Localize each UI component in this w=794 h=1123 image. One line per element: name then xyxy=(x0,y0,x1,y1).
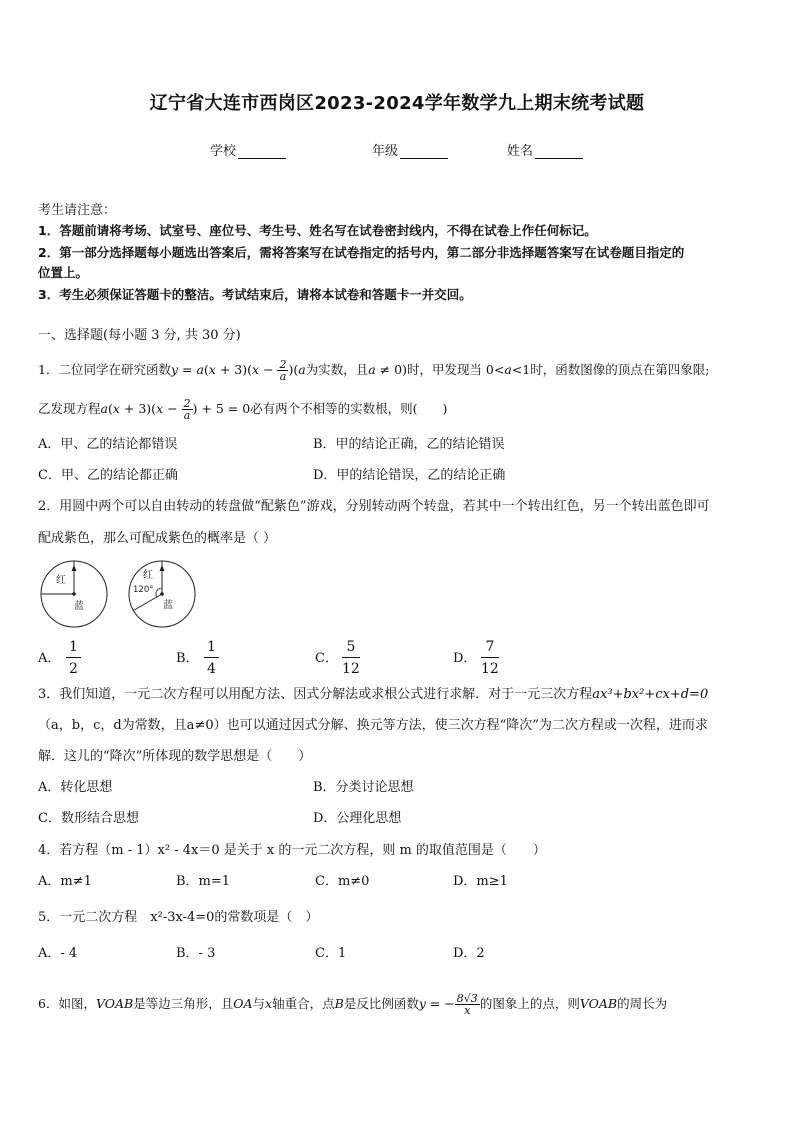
q3-option-d[interactable]: D．公理化思想 xyxy=(313,811,402,826)
q1-fraction: $\frac{2}{a}$ xyxy=(279,358,287,383)
q5-option-d[interactable]: D．2 xyxy=(453,946,485,961)
q2-option-a-fraction[interactable]: 1 2 xyxy=(66,640,81,676)
q1-option-a[interactable]: A．甲、乙的结论都错误 xyxy=(38,437,178,452)
question-3-line-2: （a，b，c，d为常数，且a≠0）也可以通过因式分解、换元等方法，使三次方程“降次”为二次方程或一次程，进而求 xyxy=(38,718,708,733)
question-1-line-1: 1．二位同学在研究函数y = a(x + 3)(x − $\frac{2}{a}$ )(a为实数，且a ≠ 0)时，甲发现当 0<a<1时，函数图像的顶点在第四象限; xyxy=(38,358,710,383)
q6-fraction: $\frac{8√3}{x}$ xyxy=(456,992,478,1017)
q2-option-a-label[interactable]: A． xyxy=(38,651,61,666)
q5-option-b[interactable]: B．- 3 xyxy=(176,946,216,961)
notice-heading: 考生请注意： xyxy=(38,203,117,218)
q1-fraction-2: $\frac{2}{a}$ xyxy=(183,397,191,422)
spinner-wheel-1 xyxy=(41,561,107,627)
grade-field: 年级 xyxy=(372,140,448,159)
spinner-wheels-figure xyxy=(36,559,206,629)
q2-option-c-label[interactable]: C． xyxy=(315,651,338,666)
school-field: 学校 xyxy=(210,140,286,159)
q4-option-a[interactable]: A．m≠1 xyxy=(38,874,92,889)
name-field: 姓名 xyxy=(507,140,583,159)
q2-option-c-fraction[interactable]: 5 12 xyxy=(342,639,360,677)
question-2-line-2: 配成紫色，那么可配成紫色的概率是（ ） xyxy=(38,531,277,546)
q3-option-a[interactable]: A．转化思想 xyxy=(38,780,113,795)
wheel-2-angle-label: 120° xyxy=(133,585,154,595)
question-1-line-2: 乙发现方程a(x + 3)(x − $\frac{2}{a}$ ) + 5 = 0必有两个不相等的实数根，则( ) xyxy=(38,397,448,422)
q2-option-d-fraction[interactable]: 7 12 xyxy=(481,639,499,677)
notice-item-1: 1．答题前请将考场、试室号、座位号、考生号、姓名写在试卷密封线内，不得在试卷上作任何标记。 xyxy=(38,223,597,238)
wheel-1-blue-label: 蓝 xyxy=(74,601,84,612)
school-blank xyxy=(238,146,286,159)
q2-option-b-label[interactable]: B． xyxy=(176,651,199,666)
q4-option-d[interactable]: D．m≥1 xyxy=(453,874,508,889)
question-3-line-3: 解．这儿的“降次”所体现的数学思想是（ ） xyxy=(38,749,312,764)
question-2-line-1: 2．用圆中两个可以自由转动的转盘做“配紫色”游戏，分别转动两个转盘，若其中一个转出红色，另一个转出蓝色即可 xyxy=(38,499,710,514)
section-heading: 一、选择题(每小题 3 分, 共 30 分) xyxy=(38,328,241,343)
spinner-wheel-2 xyxy=(129,561,195,627)
question-4-line-1: 4．若方程（m - 1）x² - 4x＝0 是关于 x 的一元二次方程，则 m 的取值范围是（ ） xyxy=(38,843,546,858)
notice-item-2: 2．第一部分选择题每小题选出答案后，需将答案写在试卷指定的括号内，第二部分非选择题答案写在试卷题目指定的 xyxy=(38,245,685,260)
grade-blank xyxy=(400,146,448,159)
q5-option-c[interactable]: C．1 xyxy=(315,946,347,961)
question-5-line-1: 5．一元二次方程 x²-3x-4=0的常数项是（ ） xyxy=(38,910,319,925)
wheel-2-blue-label: 蓝 xyxy=(163,600,173,611)
notice-item-2-cont: 位置上。 xyxy=(38,265,89,280)
q2-option-b-fraction[interactable]: 1 4 xyxy=(204,640,219,676)
name-blank xyxy=(535,146,583,159)
q1-option-c[interactable]: C．甲、乙的结论都正确 xyxy=(38,468,178,483)
q5-option-a[interactable]: A．- 4 xyxy=(38,946,78,961)
question-6-line-1: 6．如图，VOAB是等边三角形，且OA与x轴重合，点B是反比例函数y = − $\frac{8√3}{x}$ 的图象上的点，则VOAB的周长为 xyxy=(38,992,668,1017)
q3-option-c[interactable]: C．数形结合思想 xyxy=(38,811,139,826)
wheel-2-red-label: 红 xyxy=(143,570,153,581)
wheel-2-pointer xyxy=(160,565,165,571)
q4-option-c[interactable]: C．m≠0 xyxy=(315,874,370,889)
page-title: 辽宁省大连市西岗区2023-2024学年数学九上期末统考试题 xyxy=(149,93,645,114)
notice-item-3: 3．考生必须保证答题卡的整洁。考试结束后，请将本试卷和答题卡一并交回。 xyxy=(38,287,472,302)
q2-option-d-label[interactable]: D． xyxy=(453,651,477,666)
q1-option-d[interactable]: D．甲的结论错误，乙的结论正确 xyxy=(313,468,506,483)
wheel-1-red-label: 红 xyxy=(56,575,66,586)
q1-option-b[interactable]: B．甲的结论正确，乙的结论错误 xyxy=(313,437,505,452)
q3-option-b[interactable]: B．分类讨论思想 xyxy=(313,780,414,795)
question-3-line-1: 3．我们知道，一元二次方程可以用配方法、因式分解法或求根公式进行求解．对于一元三次方程ax³+bx²+cx+d=0 xyxy=(38,687,709,702)
q4-option-b[interactable]: B．m=1 xyxy=(176,874,231,889)
